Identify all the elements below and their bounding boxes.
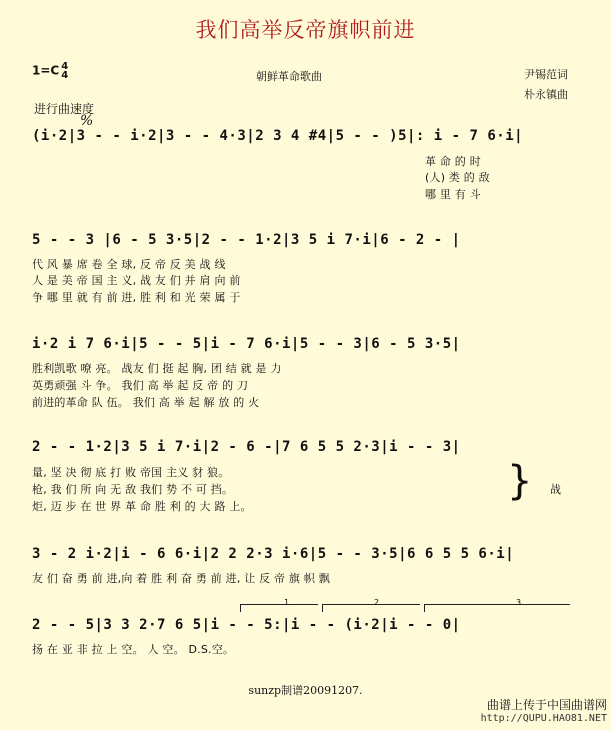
tempo-marking: 进行曲速度 [34, 102, 95, 116]
song-title: 我们高举反帝旗帜前进 [195, 18, 416, 42]
time-top: 4 [61, 61, 69, 72]
time-bottom: 4 [61, 70, 69, 81]
lyric-line-2-1: 代 风 暴 席 卷 全 球, 反 帝 反 美 战 线 [32, 258, 226, 271]
key-label: 1=C [32, 63, 60, 78]
segno-sign: % [80, 113, 94, 129]
lyric-line-2-3: 争 哪 里 就 有 前 进, 胜 利 和 光 荣 属 于 [32, 291, 241, 304]
volta-number-3: 3 [516, 598, 522, 607]
composer: 朴永镇曲 [524, 88, 568, 101]
volta-bracket-1 [240, 604, 318, 605]
notation-line-6: 2 - - 5|3 3 2·7 6 5|i - - 5:|i - - (i·2|i - - 0| [32, 617, 461, 633]
notation-line-4: 2 - - 1·2|3 5 i 7·i|2 - 6 -|7 6 5 5 2·3|i - - 3| [32, 439, 461, 455]
verse-brace: } [507, 458, 533, 504]
watermark-title: 曲谱上传于中国曲谱网 [486, 698, 607, 712]
brace-lyric: 战 [550, 483, 562, 496]
lyricist: 尹锡范词 [524, 68, 568, 81]
lyric-line-5-1: 友 们 奋 勇 前 进,向 着 胜 利 奋 勇 前 进, 让 反 帝 旗 帜 飘 [32, 572, 330, 585]
volta-bracket-3 [424, 604, 570, 605]
lyric-line-6-1: 扬 在 亚 非 拉 上 空。 人 空。 D.S.空。 [32, 643, 235, 656]
volta-number-1: 1 [284, 598, 290, 607]
volta-tick-1 [240, 604, 241, 612]
transcriber-credit: sunzp制谱20091207. [248, 684, 363, 697]
notation-line-1: (i·2|3 - - i·2|3 - - 4·3|2 3 4 #4|5 - - )5|: i - 7 6·i| [32, 128, 524, 144]
lyric-line-3-2: 英勇顽强 斗 争。 我们 高 举 起 反 帝 的 刀 [32, 379, 249, 392]
lyric-line-3-1: 胜利凯歌 嘹 亮。 战友 们 挺 起 胸, 团 结 就 是 力 [32, 362, 282, 375]
site-watermark [481, 698, 607, 726]
song-genre: 朝鲜革命歌曲 [256, 70, 322, 83]
notation-line-2: 5 - - 3 |6 - 5 3·5|2 - - 1·2|3 5 i 7·i|6 - 2 - | [32, 232, 461, 248]
notation-line-5: 3 - 2 i·2|i - 6 6·i|2 2 2·3 i·6|5 - - 3·5|6 6 5 5 6·i| [32, 546, 515, 562]
volta-number-2: 2 [374, 598, 380, 607]
notation-line-3: i·2 i 7 6·i|5 - - 5|i - 7 6·i|5 - - 3|6 - 5 3·5| [32, 336, 461, 352]
lyric-line-3-3: 前进的革命 队 伍。 我们 高 举 起 解 放 的 火 [32, 396, 260, 409]
key-signature [32, 62, 68, 80]
lyric-line-4-2: 枪, 我 们 所 向 无 敌 我们 势 不 可 挡。 [32, 483, 234, 496]
lyric-line-4-3: 炬, 迈 步 在 世 界 革 命 胜 利 的 大 路 上。 [32, 500, 252, 513]
volta-bracket-2 [322, 604, 420, 605]
lyric-line-1-1: 革 命 的 时 [425, 155, 481, 168]
watermark-url: http://QUPU.HAO81.NET [480, 713, 607, 724]
lyric-line-4-1: 量, 坚 决 彻 底 打 败 帝国 主义 豺 狼。 [32, 466, 230, 479]
volta-tick-2 [322, 604, 323, 612]
time-signature [61, 62, 68, 80]
volta-tick-3 [424, 604, 425, 612]
lyric-line-1-3: 哪 里 有 斗 [425, 188, 481, 201]
lyric-line-2-2: 人 是 美 帝 国 主 义, 战 友 们 并 肩 向 前 [32, 274, 241, 287]
lyric-line-1-2: (人) 类 的 敌 [425, 171, 490, 184]
